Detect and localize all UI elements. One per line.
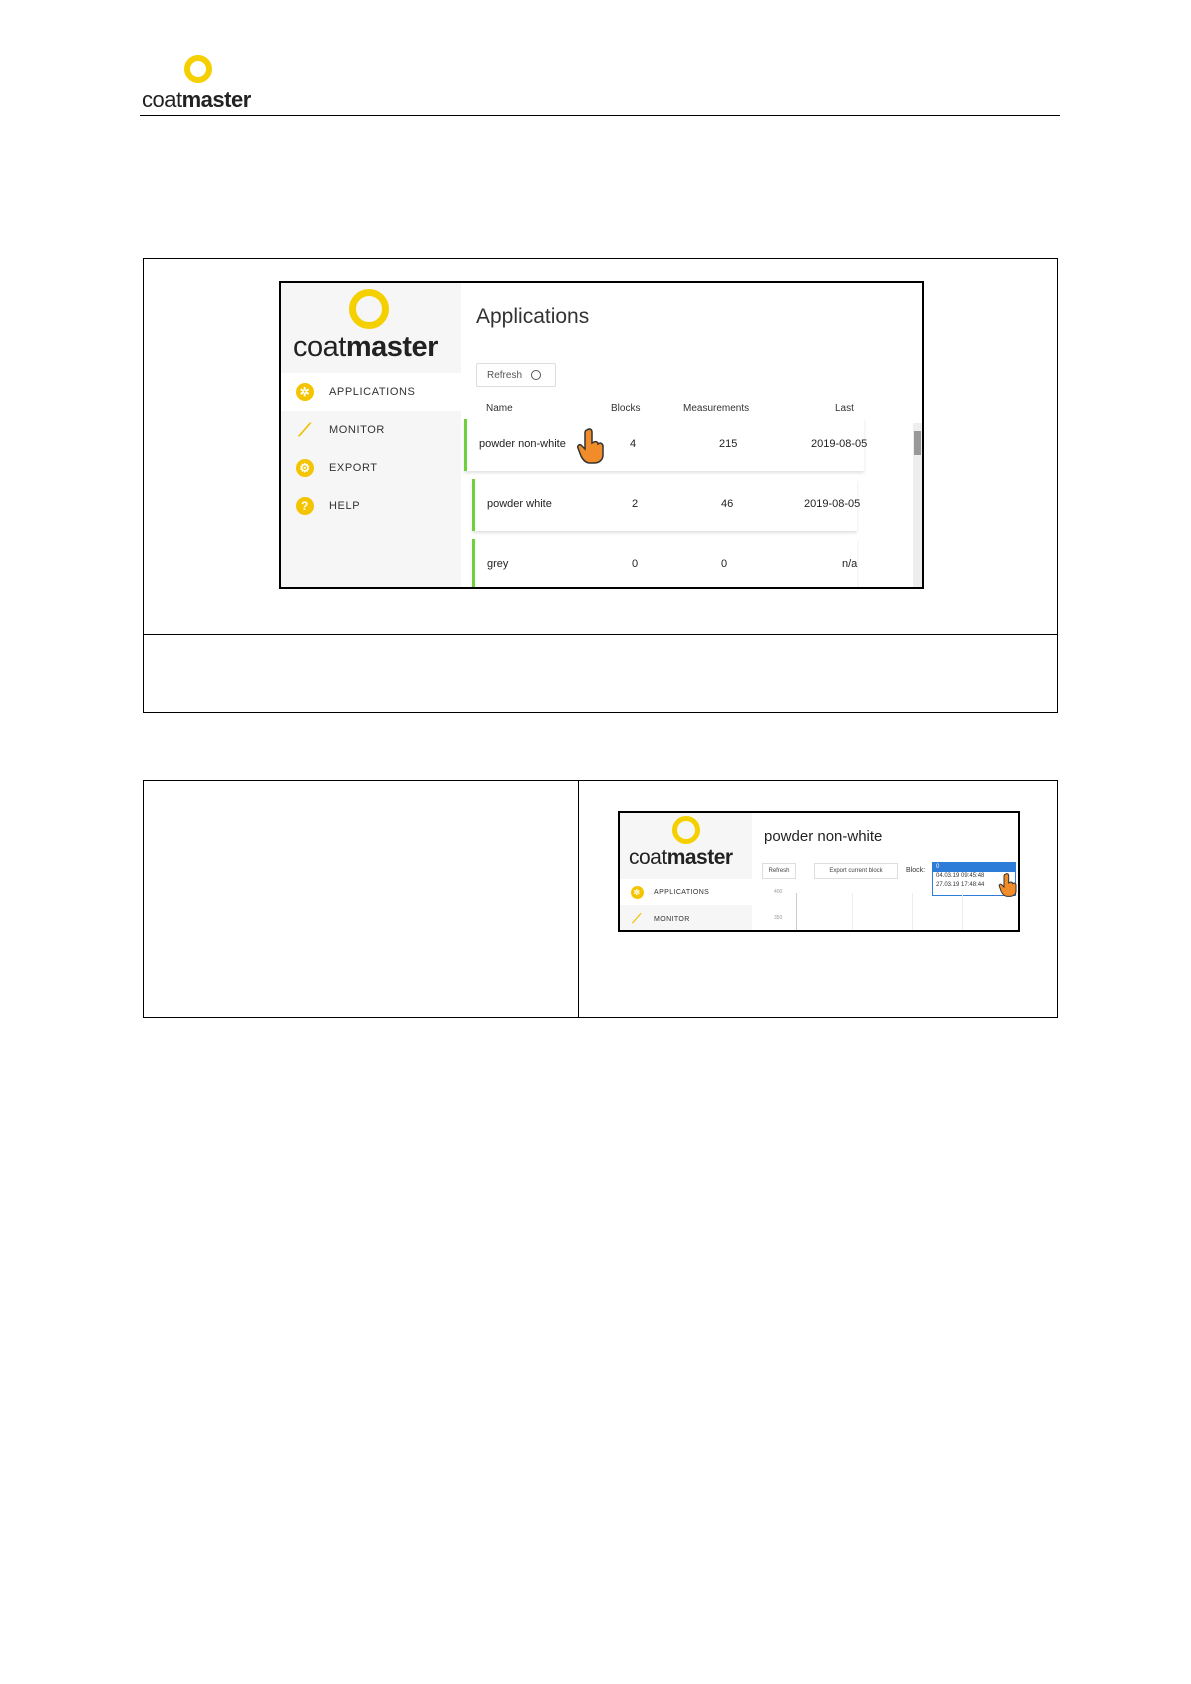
block-option-selected[interactable]: 0: [933, 863, 1015, 872]
row-last: 2019-08-05: [811, 438, 868, 450]
app-main: [461, 283, 922, 587]
row-blocks: 0: [632, 558, 639, 570]
block-label: Block:: [906, 867, 926, 874]
sidebar-item-applications[interactable]: [620, 879, 752, 905]
trend-icon: ⟋: [298, 419, 312, 440]
table-row[interactable]: [472, 539, 857, 589]
figure-table-1: [143, 258, 1058, 713]
row-name: grey: [487, 558, 509, 570]
page-logo: [142, 55, 272, 111]
row-measurements: 215: [719, 438, 738, 450]
y-tick-label: 350: [774, 915, 783, 921]
refresh-button[interactable]: Refresh: [762, 863, 796, 879]
block-option[interactable]: 04.03.19 09:45:48: [936, 873, 985, 879]
trend-icon: ⟋: [632, 911, 642, 926]
logo-ring-icon: [349, 289, 389, 329]
sidebar-item-label: APPLICATIONS: [329, 386, 416, 398]
app-sidebar: [281, 283, 461, 587]
sidebar-item-export[interactable]: [281, 449, 461, 487]
page-title: powder non-white: [764, 828, 883, 845]
sidebar-item-monitor[interactable]: [620, 906, 752, 932]
refresh-button[interactable]: [476, 363, 556, 387]
table-column-divider: [578, 781, 579, 1017]
refresh-icon: [531, 370, 541, 380]
row-blocks: 2: [632, 498, 639, 510]
chart-y-axis: [796, 893, 797, 930]
figure-table-2: [143, 780, 1058, 1018]
scrollbar-thumb[interactable]: [914, 431, 921, 455]
question-icon: ?: [295, 496, 315, 516]
row-last: 2019-08-05: [804, 498, 861, 510]
cog-icon: ⚙: [295, 458, 315, 478]
logo-ring-icon: [672, 816, 700, 844]
column-header-name[interactable]: Name: [486, 403, 513, 414]
app-sidebar: [620, 813, 752, 930]
grid-line: [852, 893, 853, 930]
column-header-last[interactable]: Last: [835, 403, 854, 414]
row-blocks: 4: [630, 438, 637, 450]
sidebar-item-label: EXPORT: [329, 462, 378, 474]
sidebar-item-label: MONITOR: [329, 424, 385, 436]
sidebar-nav: [281, 373, 461, 525]
logo-ring-icon: [184, 55, 212, 83]
row-name: powder non-white: [479, 438, 566, 450]
sidebar-item-applications[interactable]: [281, 373, 461, 411]
block-option[interactable]: 27.03.19 17:48:44: [936, 882, 985, 888]
row-measurements: 0: [721, 558, 728, 570]
pointing-hand-cursor-icon: [576, 428, 606, 464]
export-current-block-button[interactable]: Export current block: [814, 863, 898, 879]
row-measurements: 46: [721, 498, 734, 510]
chart-area: [752, 889, 1018, 930]
app-logo: coatmaster: [293, 331, 438, 363]
sidebar-item-label: HELP: [329, 500, 361, 512]
header-rule: [140, 115, 1060, 116]
sidebar-item-help[interactable]: [281, 487, 461, 525]
grid-line: [912, 893, 913, 930]
gear-icon: ✲: [295, 382, 315, 402]
logo-wordmark: coatmaster: [142, 87, 251, 112]
column-header-measurements[interactable]: Measurements: [683, 403, 750, 414]
grid-line: [962, 893, 963, 930]
row-last: n/a: [842, 558, 858, 570]
sidebar-item-label: MONITOR: [654, 915, 690, 923]
app-logo: coatmaster: [629, 846, 733, 869]
sidebar-item-label: APPLICATIONS: [654, 888, 710, 896]
table-row[interactable]: [472, 479, 861, 531]
column-header-blocks[interactable]: Blocks: [611, 403, 641, 414]
application-detail-screenshot: [618, 811, 1020, 932]
row-name: powder white: [487, 498, 552, 510]
table-row[interactable]: [464, 419, 868, 471]
refresh-label: Refresh: [487, 369, 523, 381]
sidebar-item-monitor[interactable]: [281, 411, 461, 449]
gear-icon: ✲: [630, 885, 644, 899]
y-tick-label: 400: [774, 889, 783, 895]
scrollbar[interactable]: [913, 423, 922, 589]
applications-screenshot: [279, 281, 924, 589]
page-title: Applications: [476, 305, 590, 328]
table-row-divider: [144, 634, 1057, 635]
